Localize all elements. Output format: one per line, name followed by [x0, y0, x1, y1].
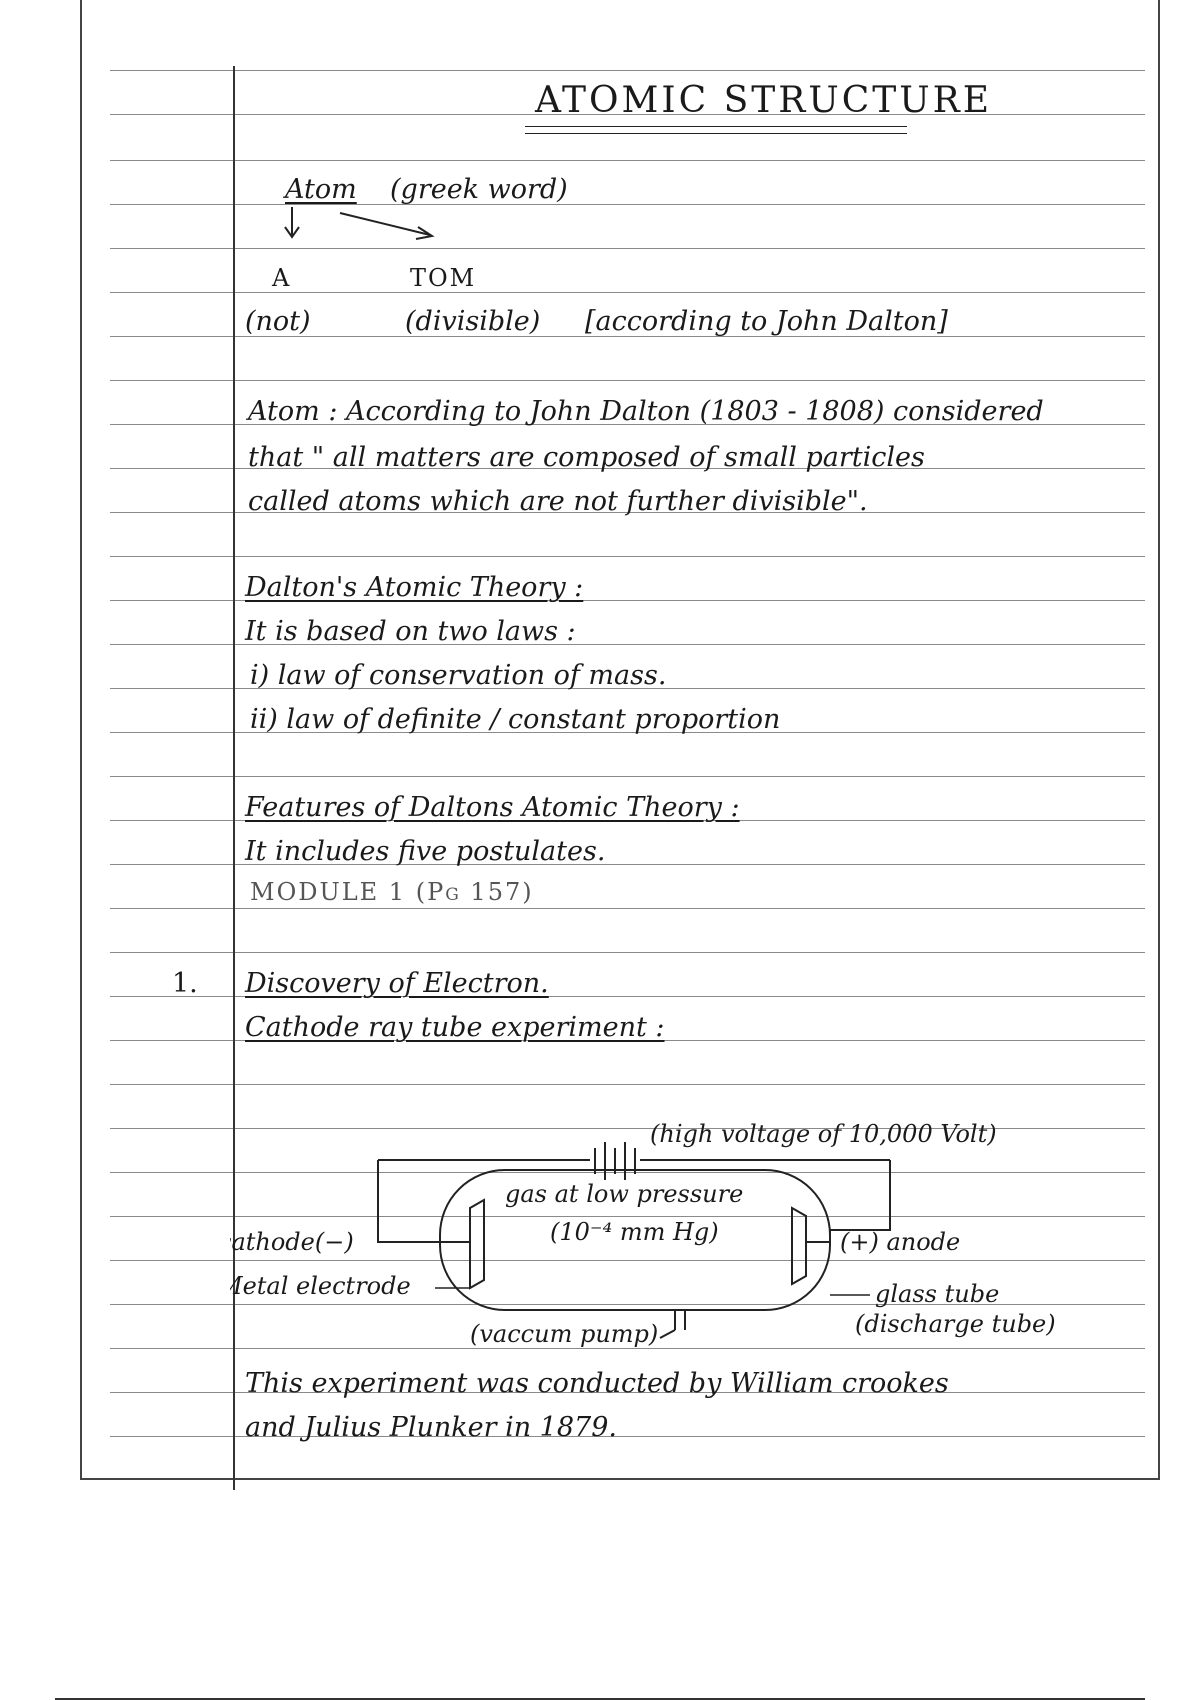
metal-electrode-label: Metal electrode	[230, 1272, 411, 1300]
module-reference: MODULE 1 (Pg 157)	[250, 878, 534, 906]
etymology-meaning-a: (not)	[245, 306, 311, 337]
anode-label: (+) anode	[840, 1228, 961, 1256]
conclusion-line-2: and Julius Plunker in 1879.	[245, 1412, 617, 1443]
atom-word: Atom	[285, 174, 357, 205]
cathode-plate	[470, 1200, 484, 1288]
page-title: ATOMIC STRUCTURE	[535, 80, 993, 121]
conclusion-line-1: This experiment was conducted by William crookes	[245, 1368, 949, 1399]
features-heading: Features of Daltons Atomic Theory :	[245, 792, 740, 823]
law-1: i) law of conservation of mass.	[250, 660, 667, 691]
section-subheading: Cathode ray tube experiment :	[245, 1012, 665, 1043]
vacuum-pump-outlet	[660, 1310, 685, 1338]
theory-heading: Dalton's Atomic Theory :	[245, 572, 584, 603]
definition-line-3: called atoms which are not further divisible".	[248, 486, 868, 517]
etymology-part-tom: TOM	[410, 264, 477, 292]
pressure-label: (10⁻⁴ mm Hg)	[550, 1218, 719, 1246]
etymology-part-a: A	[272, 264, 292, 292]
cathode-ray-tube-diagram	[230, 1090, 1150, 1360]
etymology-meaning-tom: (divisible)	[405, 306, 541, 337]
etymology-arrows	[280, 205, 450, 245]
discharge-tube-label: (discharge tube)	[855, 1310, 1056, 1338]
anode-plate	[792, 1208, 806, 1284]
vacuum-pump-label: (vaccum pump)	[470, 1320, 659, 1348]
features-text: It includes five postulates.	[245, 836, 606, 867]
definition-line-2: that " all matters are composed of small particles	[248, 442, 925, 473]
glass-tube-label: glass tube	[875, 1280, 1000, 1308]
greek-word-note: (greek word)	[390, 174, 568, 205]
gas-label: gas at low pressure	[505, 1180, 744, 1208]
cathode-label: cathode(−)	[230, 1228, 354, 1256]
etymology-attribution: [according to John Dalton]	[585, 306, 948, 337]
law-2: ii) law of definite / constant proportion	[250, 704, 781, 735]
voltage-label: (high voltage of 10,000 Volt)	[650, 1120, 997, 1148]
definition-line-1: Atom : According to John Dalton (1803 - 1808) considered	[248, 396, 1044, 427]
section-number: 1.	[172, 968, 198, 999]
title-underline	[525, 133, 907, 134]
battery-icon	[595, 1142, 635, 1180]
theory-intro: It is based on two laws :	[245, 616, 576, 647]
title-underline	[525, 126, 907, 127]
section-heading: Discovery of Electron.	[245, 968, 549, 999]
